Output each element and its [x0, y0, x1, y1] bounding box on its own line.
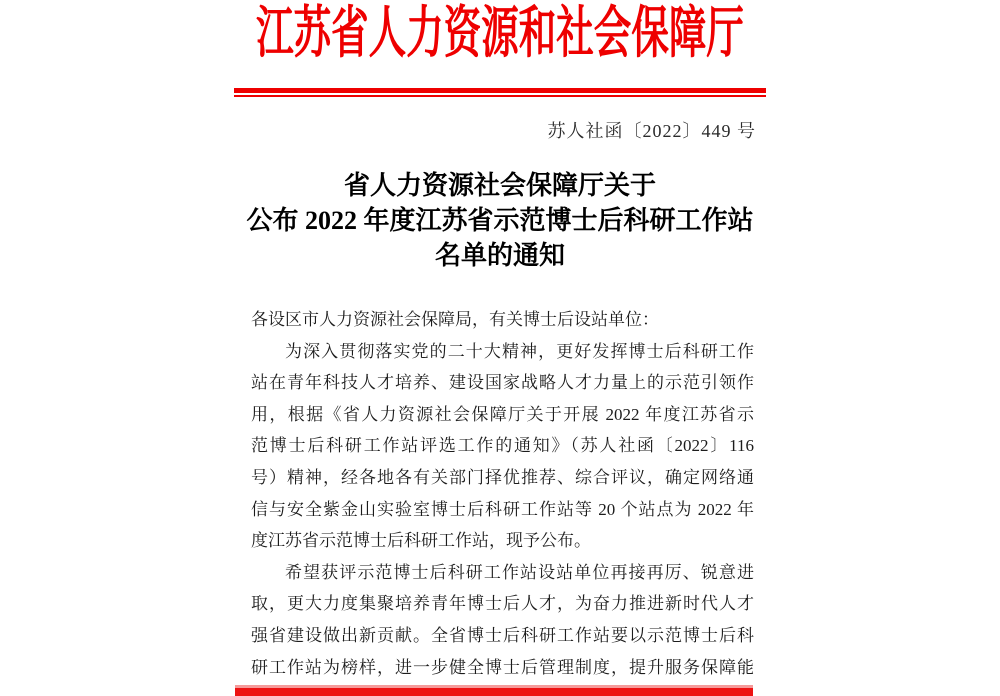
notice-body	[251, 304, 754, 683]
notice-body-line: 范博士后科研工作站评选工作的通知》（苏人社函〔2022〕116	[251, 436, 754, 456]
document-reference-number: 苏人社函〔2022〕449 号	[547, 121, 756, 141]
notice-body-line: 号）精神，经各地各有关部门择优推荐、综合评议，确定网络通	[251, 467, 754, 487]
notice-body-line: 信与安全紫金山实验室博士后科研工作站等 20 个站点为 2022 年	[251, 499, 754, 519]
notice-body-line: 强省建设做出新贡献。全省博士后科研工作站要以示范博士后科	[251, 625, 754, 645]
notice-body-line: 研工作站为榜样，进一步健全博士后管理制度，提升服务保障能	[251, 657, 754, 677]
notice-body-line: 取，更大力度集聚培养青年博士后人才，为奋力推进新时代人才	[251, 594, 754, 614]
notice-title	[0, 168, 1000, 273]
notice-body-line: 用，根据《省人力资源社会保障厅关于开展 2022 年度江苏省示	[251, 404, 754, 424]
letterhead-agency-title-text: 江苏省人力资源和社会保障厅	[256, 3, 744, 65]
notice-body-line: 度江苏省示范博士后科研工作站，现予公布。	[251, 531, 591, 551]
notice-body-line: 站在青年科技人才培养、建设国家战略人才力量上的示范引领作	[251, 373, 754, 393]
next-page-red-band	[235, 685, 753, 696]
notice-title-line: 公布 2022 年度江苏省示范博士后科研工作站	[246, 206, 754, 235]
letterhead-red-divider	[234, 88, 766, 97]
notice-body-line: 各设区市人力资源社会保障局，有关博士后设站单位：	[251, 310, 659, 329]
letterhead-agency-title	[0, 2, 1000, 66]
notice-body-line: 希望获评示范博士后科研工作站设站单位再接再厉、锐意进	[285, 562, 754, 582]
notice-title-line: 名单的通知	[434, 241, 565, 270]
notice-title-line: 省人力资源社会保障厅关于	[343, 171, 656, 200]
notice-body-line: 为深入贯彻落实党的二十大精神，更好发挥博士后科研工作	[285, 341, 754, 361]
